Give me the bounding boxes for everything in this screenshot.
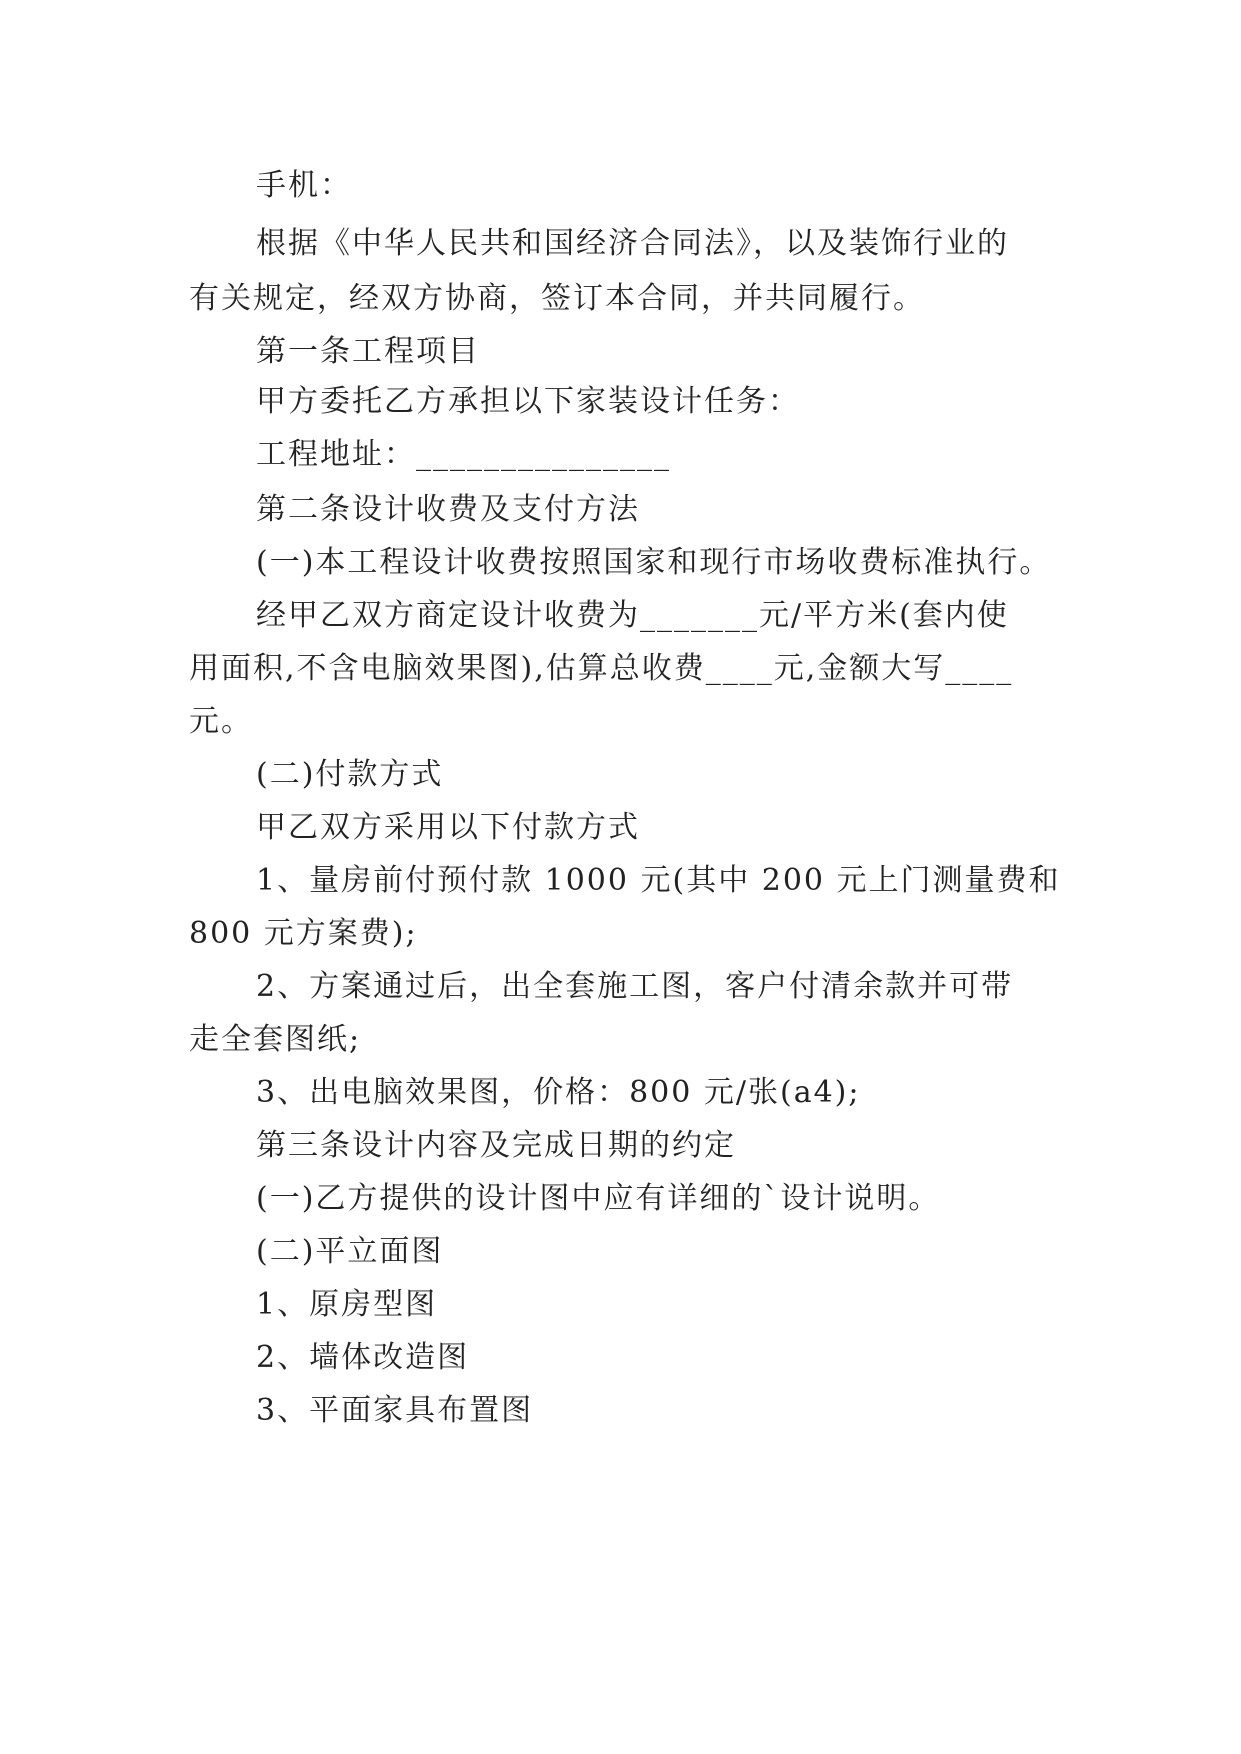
intro-paragraph-line-2: 有关规定，经双方协商，签订本合同，并共同履行。 <box>189 281 925 316</box>
phone-label: 手机： <box>256 168 352 203</box>
payment-item-2-line-1: 2、方案通过后，出全套施工图，客户付清余款并可带 <box>256 969 1014 1004</box>
article-1-task: 甲方委托乙方承担以下家装设计任务： <box>256 384 800 419</box>
article-2-clause-2-intro: 甲乙双方采用以下付款方式 <box>256 810 640 845</box>
plan-item-3: 3、平面家具布置图 <box>256 1393 534 1428</box>
plan-item-1: 1、原房型图 <box>256 1287 438 1322</box>
article-1-title: 第一条工程项目 <box>256 334 480 369</box>
article-2-title: 第二条设计收费及支付方法 <box>256 492 640 527</box>
article-2-clause-2-title: (二)付款方式 <box>256 757 444 792</box>
payment-item-2-line-2: 走全套图纸; <box>189 1022 362 1057</box>
article-2-fee-line-2: 用面积,不含电脑效果图),估算总收费____元,金额大写____ <box>189 651 1014 686</box>
article-2-clause-1: (一)本工程设计收费按照国家和现行市场收费标准执行。 <box>256 545 1052 580</box>
payment-item-1-line-2: 800 元方案费); <box>189 916 418 951</box>
article-3-clause-1: (一)乙方提供的设计图中应有详细的`设计说明。 <box>256 1181 941 1216</box>
article-3-clause-2-title: (二)平立面图 <box>256 1234 444 1269</box>
article-3-title: 第三条设计内容及完成日期的约定 <box>256 1128 736 1163</box>
plan-item-2: 2、墙体改造图 <box>256 1340 470 1375</box>
intro-paragraph-line-1: 根据《中华人民共和国经济合同法》，以及装饰行业的 <box>256 226 1009 261</box>
payment-item-3: 3、出电脑效果图，价格：800 元/张(a4); <box>256 1075 861 1110</box>
payment-item-1-line-1: 1、量房前付预付款 1000 元(其中 200 元上门测量费和 <box>256 863 1061 898</box>
article-2-fee-line-3: 元。 <box>189 704 253 739</box>
article-2-fee-line-1: 经甲乙双方商定设计收费为_______元/平方米(套内使 <box>256 598 1009 633</box>
article-1-address: 工程地址：_______________ <box>256 437 671 472</box>
